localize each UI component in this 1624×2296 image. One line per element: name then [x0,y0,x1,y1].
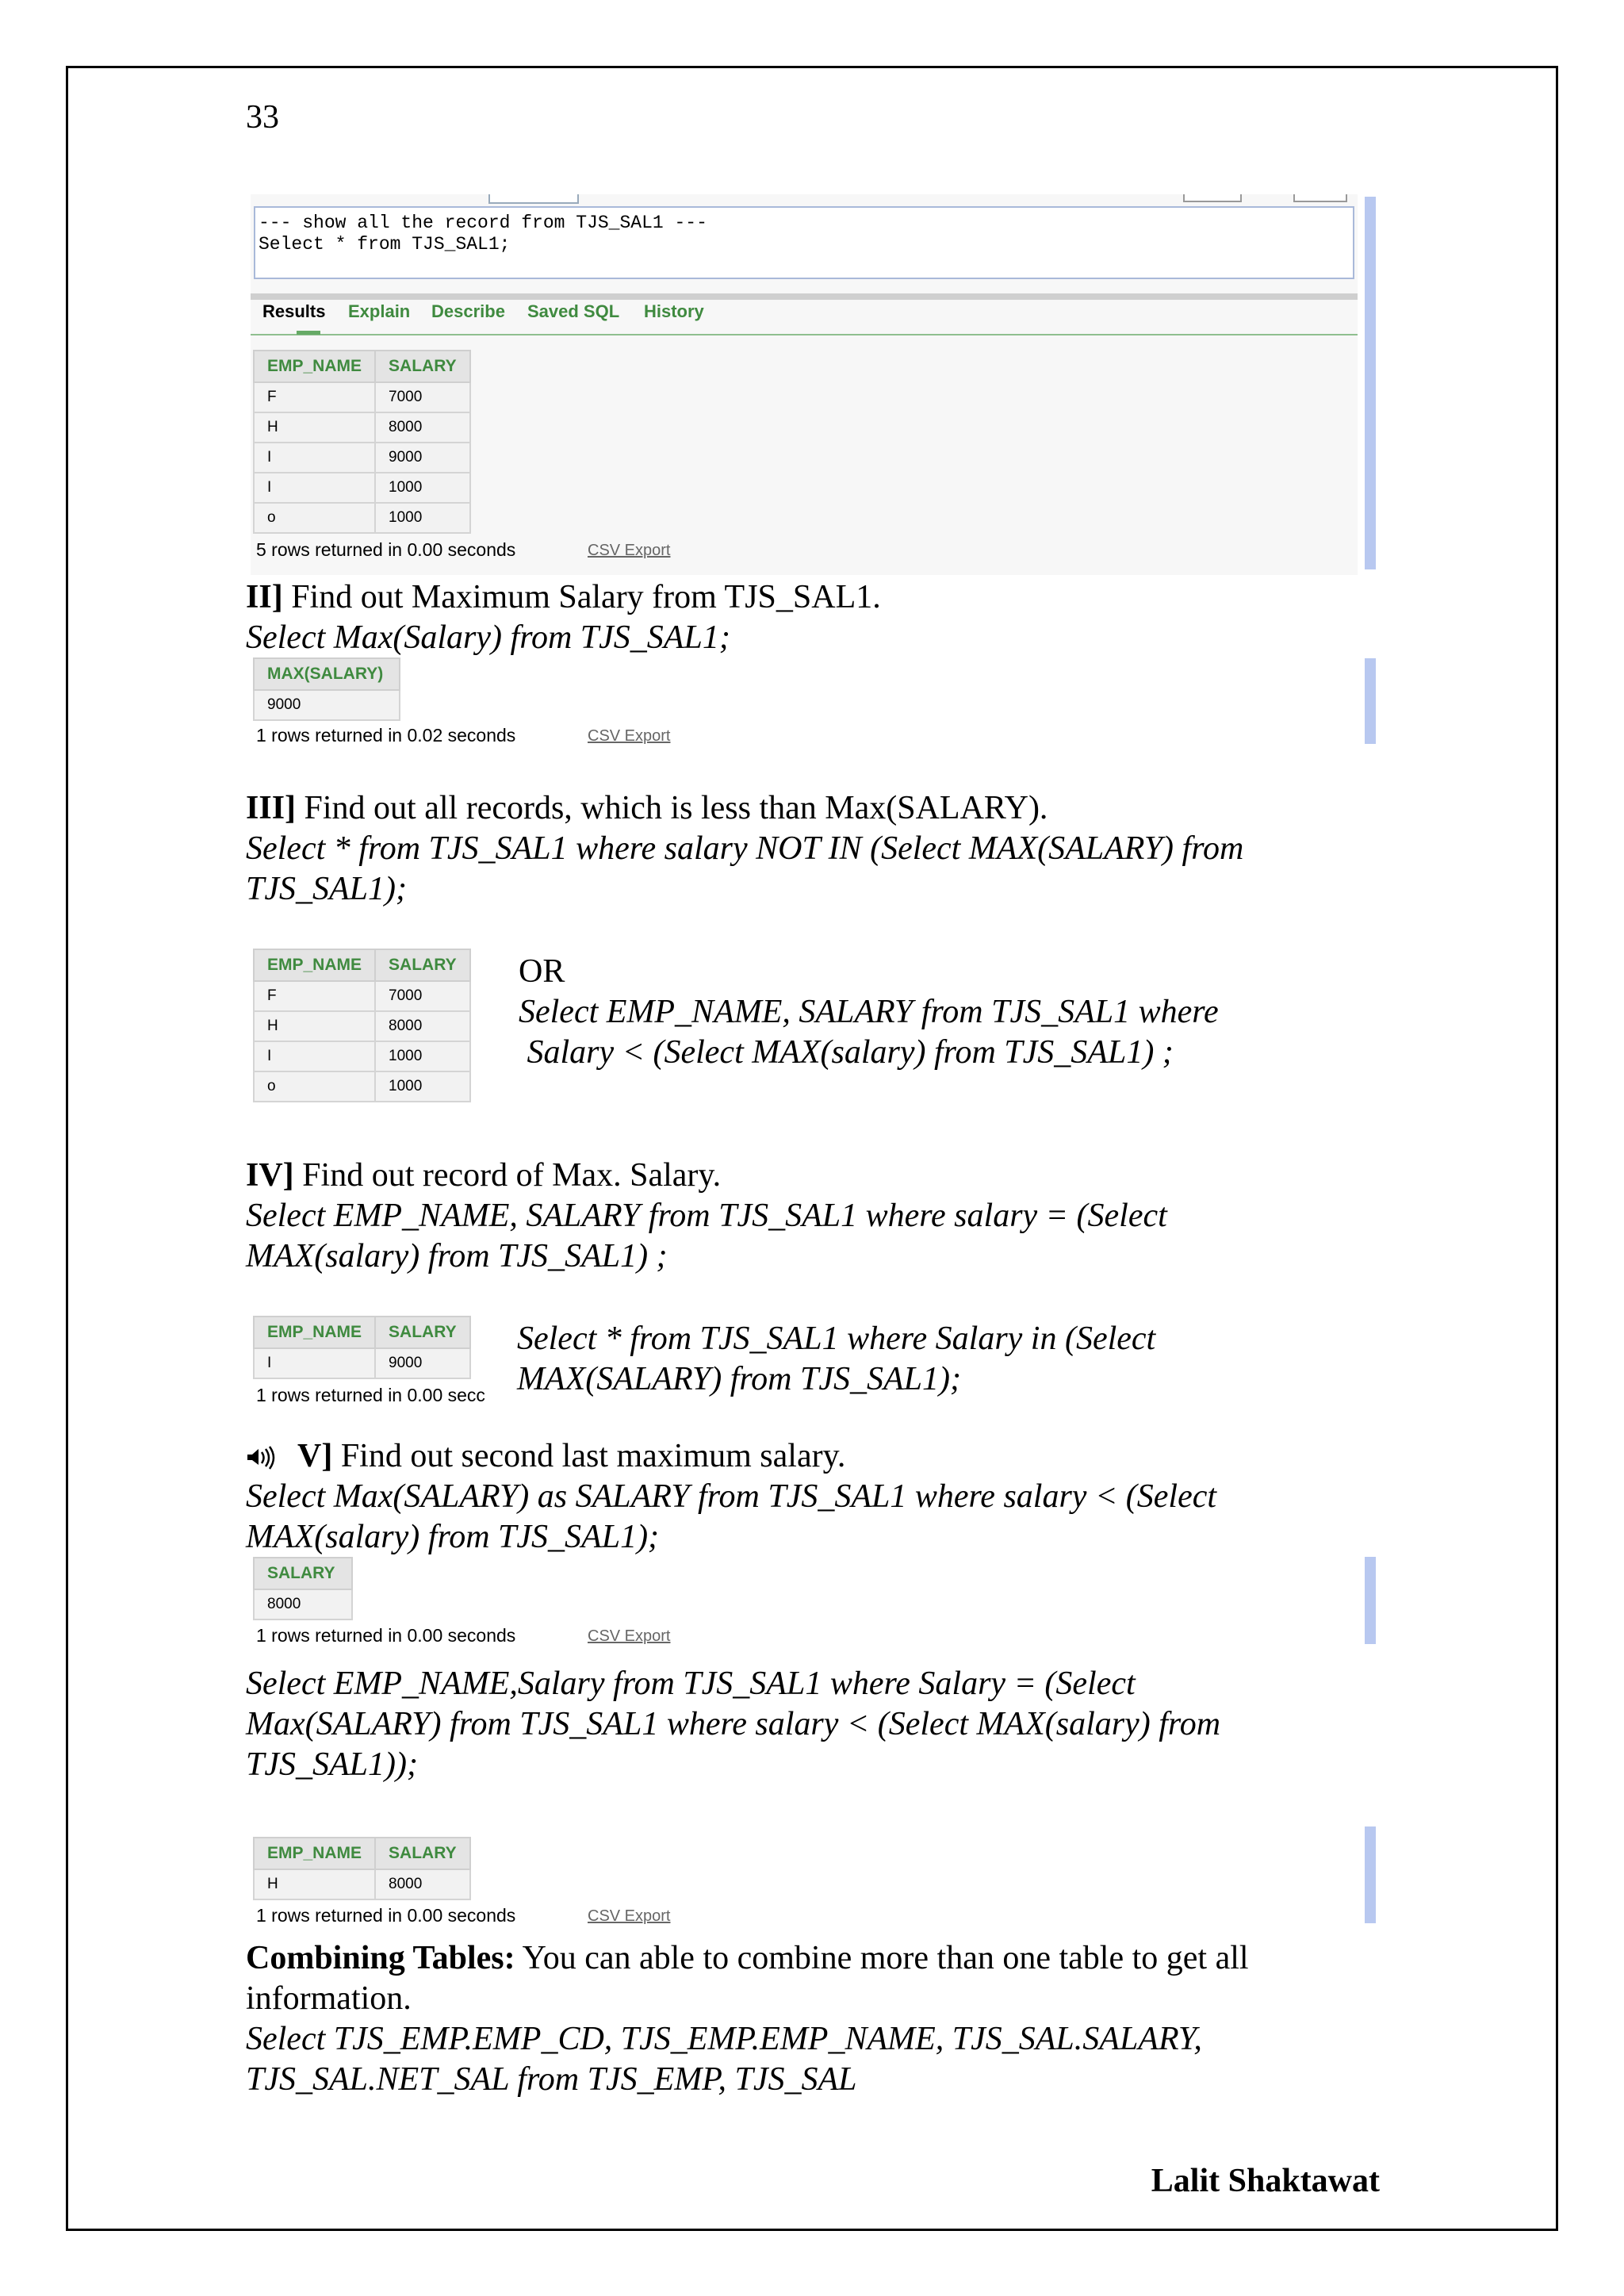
rows-returned-status: 1 rows returned in 0.00 seconds [256,1905,516,1926]
results-table-1 [253,350,471,534]
section-v-query2-line-2: Max(SALARY) from TJS_SAL1 where salary < (Select MAX(salary) from [246,1706,1221,1742]
tab-history[interactable]: History [644,301,704,321]
page-number: 33 [246,99,279,136]
section-iv-alt-query-line-2: MAX(SALARY) from TJS_SAL1); [517,1361,961,1397]
table-row: H 8000 [254,412,470,443]
table-row: H 8000 [254,1869,470,1899]
scrollbar[interactable] [1365,197,1376,569]
results-table-second-max-record [253,1837,471,1900]
editor-line-2: Select * from TJS_SAL1; [259,234,511,255]
toolbar-button-remnant [1293,194,1347,202]
tab-describe[interactable]: Describe [431,301,505,321]
section-iii-heading: III] Find out all records, which is less than Max(SALARY). [246,790,1048,826]
section-v-heading: V] Find out second last maximum salary. [297,1438,846,1474]
column-header: EMP_NAME [254,949,375,981]
section-iii-query-line-2: TJS_SAL1); [246,871,407,907]
max-salary-table [253,657,400,721]
results-table-less-than-max [253,949,471,1102]
section-v-query-line-1: Select Max(SALARY) as SALARY from TJS_SAL1 where salary < (Select [246,1478,1217,1515]
section-iii-query-line-1: Select * from TJS_SAL1 where salary NOT IN (Select MAX(SALARY) from [246,830,1244,867]
column-header: SALARY [375,1838,470,1869]
column-header: SALARY [254,1558,352,1589]
combining-query-line-1: Select TJS_EMP.EMP_CD, TJS_EMP.EMP_NAME, TJS_SAL.SALARY, [246,2021,1202,2057]
section-ii-query: Select Max(Salary) from TJS_SAL1; [246,619,730,656]
column-header: EMP_NAME [254,351,375,382]
combining-tables-paragraph-line-2: information. [246,1980,412,2017]
table-row: H 8000 [254,1011,470,1041]
sql-command-editor[interactable] [254,206,1354,279]
column-header: SALARY [375,949,470,981]
rows-returned-status: 1 rows returned in 0.00 secc [256,1385,485,1405]
table-row: o 1000 [254,1071,470,1102]
combining-query-line-2: TJS_SAL.NET_SAL from TJS_EMP, TJS_SAL [246,2061,857,2098]
table-row: I 9000 [254,443,470,473]
table-row: I 1000 [254,473,470,503]
column-header: SALARY [375,1317,470,1348]
section-iv-query-line-1: Select EMP_NAME, SALARY from TJS_SAL1 where salary = (Select [246,1198,1167,1234]
author-name: Lalit Shaktawat [1151,2163,1380,2199]
toolbar-select-remnant [488,194,579,204]
scrollbar[interactable] [1365,658,1376,744]
csv-export-link[interactable]: CSV Export [588,542,671,559]
divider-bar [251,293,1358,300]
section-iv-heading: IV] Find out record of Max. Salary. [246,1157,722,1194]
table-row: I 1000 [254,1041,470,1071]
rows-returned-status: 1 rows returned in 0.02 seconds [256,725,516,746]
or-label: OR [519,953,565,990]
table-row: F 7000 [254,382,470,412]
section-iv-query-line-2: MAX(salary) from TJS_SAL1) ; [246,1238,668,1274]
tab-results[interactable]: Results [262,301,326,321]
table-row: 9000 [254,690,400,720]
tab-underline [251,334,1358,335]
table-row: o 1000 [254,503,470,533]
section-v-query2-line-1: Select EMP_NAME,Salary from TJS_SAL1 where Salary = (Select [246,1665,1136,1702]
section-iii-alt-query-line-1: Select EMP_NAME, SALARY from TJS_SAL1 where [519,994,1219,1030]
csv-export-link[interactable]: CSV Export [588,727,671,745]
speaker-icon[interactable] [246,1444,278,1471]
tab-explain[interactable]: Explain [348,301,411,321]
table-row: 8000 [254,1589,352,1619]
csv-export-link[interactable]: CSV Export [588,1907,671,1925]
section-iv-alt-query-line-1: Select * from TJS_SAL1 where Salary in (Select [517,1320,1156,1357]
column-header: EMP_NAME [254,1838,375,1869]
table-row: I 9000 [254,1348,470,1378]
rows-returned-status: 1 rows returned in 0.00 seconds [256,1625,516,1646]
active-tab-indicator [297,331,320,335]
table-row: F 7000 [254,981,470,1011]
section-ii-heading: II] Find out Maximum Salary from TJS_SAL1. [246,579,881,615]
combining-tables-paragraph: Combining Tables: You can able to combine more than one table to get all [246,1940,1249,1976]
section-v-query2-line-3: TJS_SAL1)); [246,1746,418,1783]
scrollbar[interactable] [1365,1826,1376,1923]
editor-line-1: --- show all the record from TJS_SAL1 --- [259,213,707,233]
scrollbar[interactable] [1365,1557,1376,1644]
tab-saved-sql[interactable]: Saved SQL [527,301,620,321]
second-max-salary-table [253,1557,353,1620]
rows-returned-status: 5 rows returned in 0.00 seconds [256,539,516,560]
column-header: EMP_NAME [254,1317,375,1348]
section-v-query-line-2: MAX(salary) from TJS_SAL1); [246,1519,660,1555]
results-table-max-record [253,1316,471,1379]
csv-export-link[interactable]: CSV Export [588,1627,671,1645]
column-header: MAX(SALARY) [254,658,400,690]
section-iii-alt-query-line-2: Salary < (Select MAX(salary) from TJS_SAL1) ; [519,1034,1174,1071]
column-header: SALARY [375,351,470,382]
toolbar-button-remnant [1183,194,1242,202]
